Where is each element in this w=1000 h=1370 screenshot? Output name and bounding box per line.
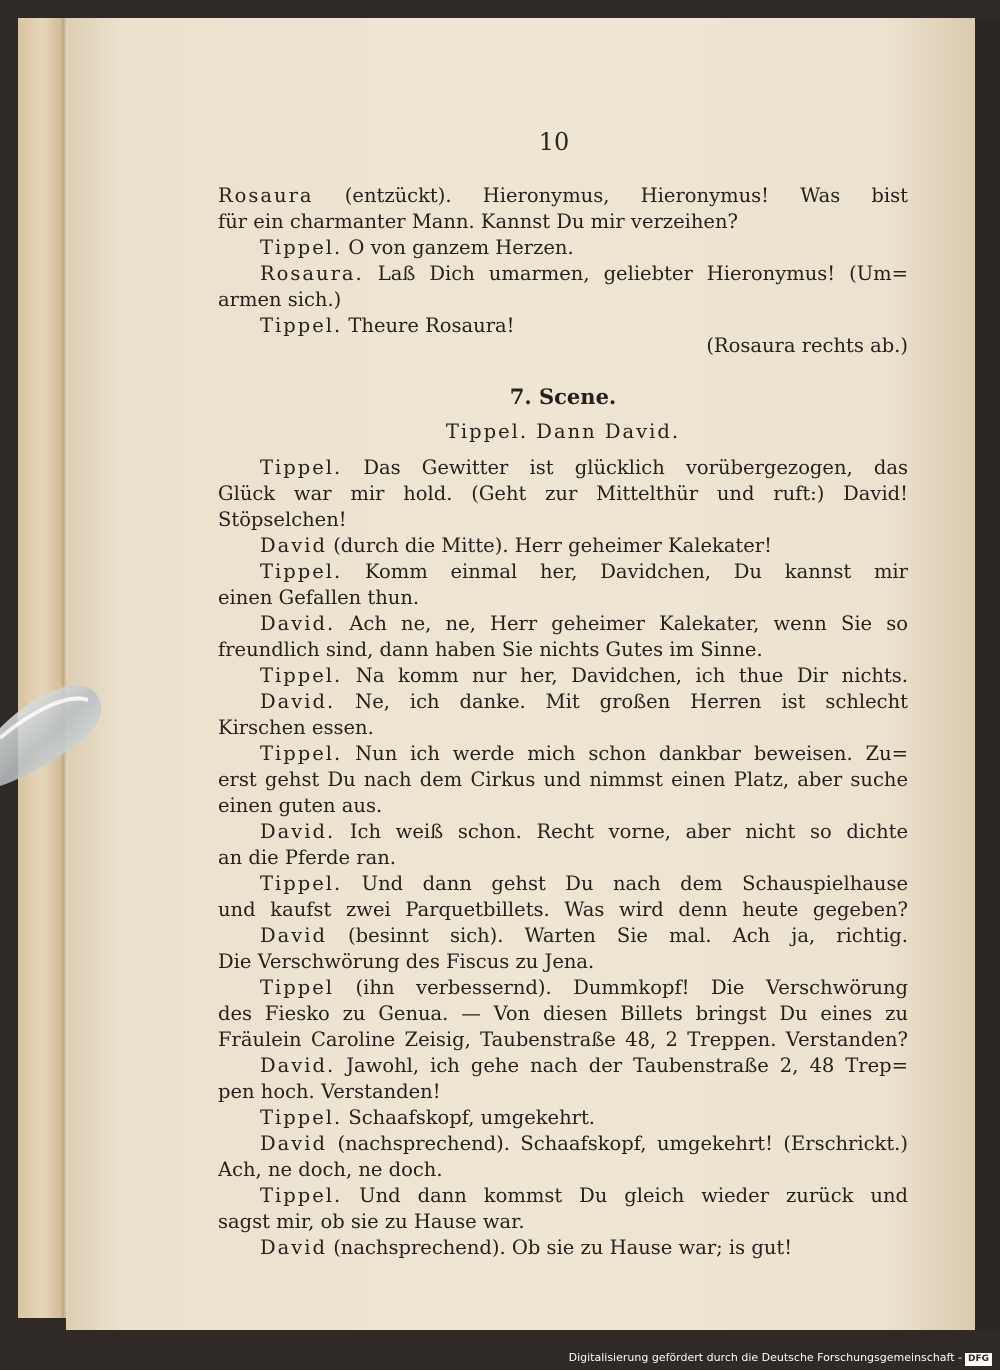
line-text: Nun ich werde mich schon dankbar beweisen. Zu=: [342, 742, 908, 765]
speaker-tippel: Tippel.: [260, 456, 343, 479]
line-text: (nachsprechend). Schaafskopf, umgekehrt! (Erschrickt.): [327, 1132, 908, 1155]
line-text: (Rosaura rechts ab.): [706, 334, 908, 357]
line-text: (besinnt sich). Warten Sie mal. Ach ja, richtig.: [327, 924, 908, 947]
speaker-tippel: Tippel.: [260, 314, 343, 337]
scene-characters: [218, 417, 908, 447]
credit-text: Digitalisierung gefördert durch die Deutsche Forschungsgemeinschaft -: [568, 1351, 962, 1364]
line-text: Und dann kommst Du gleich wieder zurück und: [342, 1184, 908, 1207]
line-text: pen hoch. Verstanden!: [218, 1080, 441, 1103]
line-text: für ein charmanter Mann. Kannst Du mir verzeihen?: [218, 210, 738, 233]
line-text: Stöpselchen!: [218, 508, 347, 531]
line-text: Jawohl, ich gehe nach der Taubenstraße 2, 48 Trep=: [335, 1054, 908, 1077]
line-text: Und dann gehst Du nach dem Schauspielhause: [342, 872, 908, 895]
line-text: Glück war mir hold. (Geht zur Mittelthür und ruft:) David!: [218, 482, 908, 505]
speaker-david: David.: [260, 690, 336, 713]
page-number: 10: [538, 128, 570, 156]
speaker-david: David.: [260, 612, 336, 635]
line-text: Laß Dich umarmen, geliebter Hieronymus! (Um=: [363, 262, 908, 285]
line-text: erst gehst Du nach dem Cirkus und nimmst einen Platz, aber suche: [218, 768, 908, 791]
speaker-david: David: [260, 1236, 327, 1259]
speaker-rosaura: Rosaura: [218, 184, 314, 207]
line-text: Tippel. Dann David.: [445, 420, 681, 443]
speaker-rosaura: Rosaura.: [260, 262, 364, 285]
line-text: einen Gefallen thun.: [218, 586, 420, 609]
speaker-tippel: Tippel.: [260, 872, 343, 895]
line-text: des Fiesko zu Genua. — Von diesen Billets bringst Du eines zu: [218, 1002, 908, 1025]
line-text: Komm einmal her, Davidchen, Du kannst mir: [342, 560, 908, 583]
line-text: O von ganzem Herzen.: [342, 236, 574, 259]
line-text: freundlich sind, dann haben Sie nichts Gutes im Sinne.: [218, 638, 763, 661]
line-text: einen guten aus.: [218, 794, 383, 817]
line-text: sagst mir, ob sie zu Hause war.: [218, 1210, 525, 1233]
text-line-40: [218, 1233, 908, 1263]
speaker-tippel: Tippel.: [260, 560, 343, 583]
speaker-tippel: Tippel: [260, 976, 334, 999]
speaker-david: David: [260, 1132, 327, 1155]
speaker-david: David: [260, 534, 327, 557]
glass-clip-icon: [0, 668, 130, 808]
line-text: Ne, ich danke. Mit großen Herren ist schlecht: [335, 690, 908, 713]
line-text: an die Pferde ran.: [218, 846, 396, 869]
line-text: Ach ne, ne, Herr geheimer Kalekater, wenn Sie so: [335, 612, 908, 635]
line-text: (nachsprechend). Ob sie zu Hause war; is gut!: [327, 1236, 793, 1259]
digitization-credit: [569, 1350, 992, 1366]
speaker-david: David.: [260, 1054, 336, 1077]
scene-heading: [218, 382, 908, 412]
page-shadow: [975, 18, 1000, 1330]
line-text: Na komm nur her, Davidchen, ich thue Dir nichts.: [342, 664, 908, 687]
line-text: und kaufst zwei Parquetbillets. Was wird denn heute gegeben?: [218, 898, 908, 921]
line-text: (durch die Mitte). Herr geheimer Kalekater!: [327, 534, 772, 557]
line-text: (entzückt). Hieronymus, Hieronymus! Was bist: [313, 184, 908, 207]
speaker-david: David.: [260, 820, 336, 843]
speaker-david: David: [260, 924, 327, 947]
line-text: Die Verschwörung des Fiscus zu Jena.: [218, 950, 595, 973]
line-text: Fräulein Caroline Zeisig, Taubenstraße 48, 2 Treppen. Verstanden?: [218, 1028, 908, 1051]
line-text: 7. Scene.: [509, 384, 617, 409]
line-text: Ach, ne doch, ne doch.: [218, 1158, 443, 1181]
line-text: Ich weiß schon. Recht vorne, aber nicht so dichte: [335, 820, 908, 843]
line-text: Schaafskopf, umgekehrt.: [342, 1106, 596, 1129]
dfg-logo: DFG: [965, 1353, 992, 1366]
stage-direction: [218, 331, 908, 361]
speaker-tippel: Tippel.: [260, 1184, 343, 1207]
line-text: Kirschen essen.: [218, 716, 374, 739]
speaker-tippel: Tippel.: [260, 1106, 343, 1129]
line-text: Das Gewitter ist glücklich vorübergezogen, das: [342, 456, 908, 479]
speaker-tippel: Tippel.: [260, 664, 343, 687]
line-text: Theure Rosaura!: [342, 314, 515, 337]
line-text: armen sich.): [218, 288, 342, 311]
speaker-tippel: Tippel.: [260, 236, 343, 259]
speaker-tippel: Tippel.: [260, 742, 343, 765]
line-text: (ihn verbessernd). Dummkopf! Die Verschwörung: [334, 976, 908, 999]
